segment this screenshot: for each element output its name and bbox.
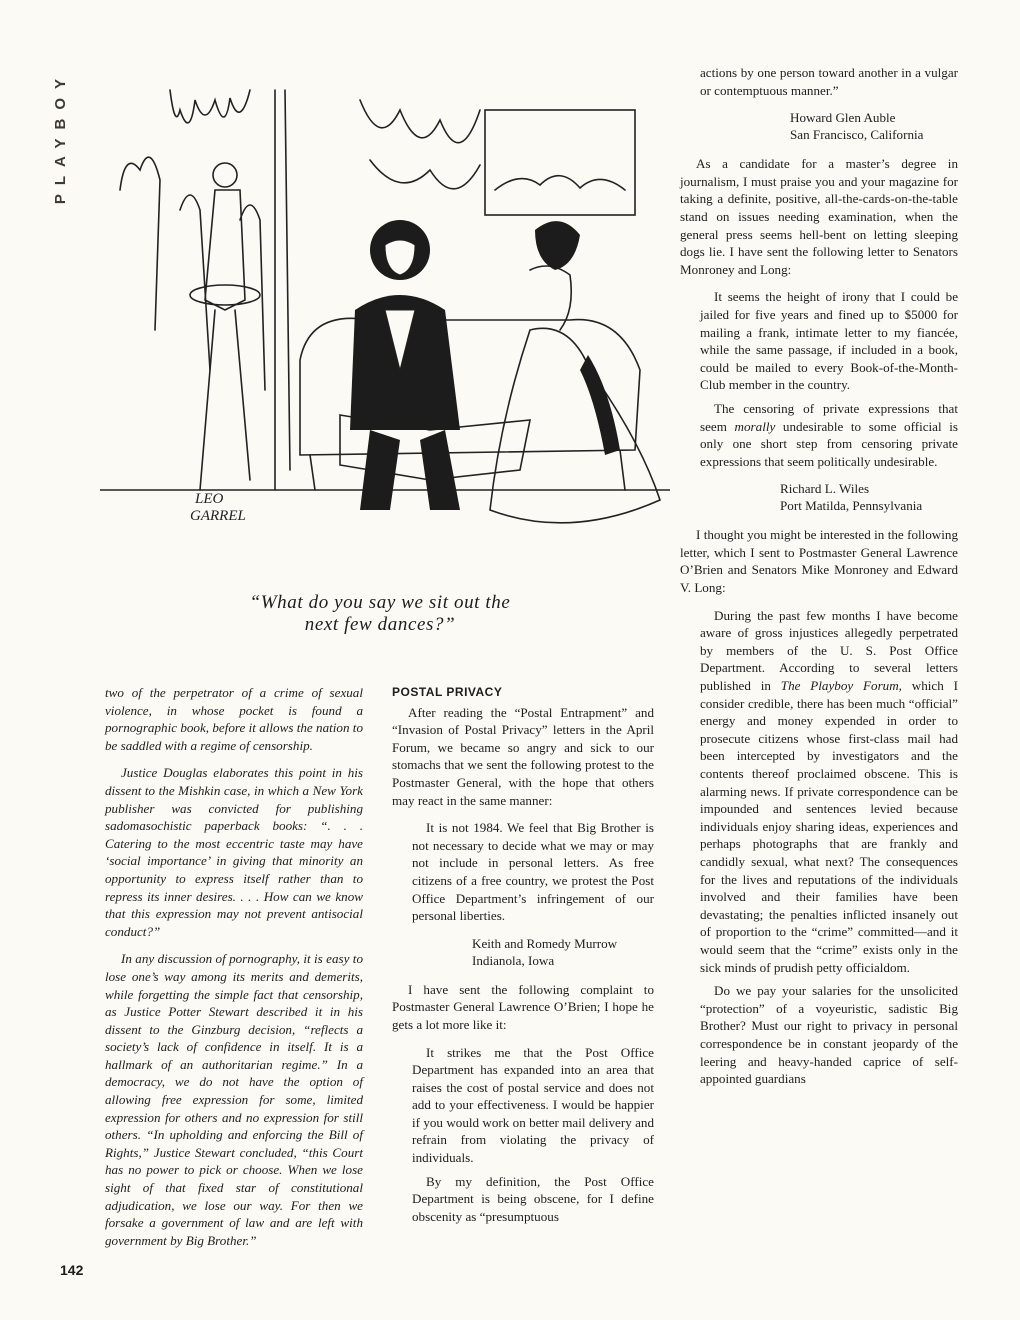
signature-place: San Francisco, California [790, 127, 924, 143]
col3-paragraph-2: I thought you might be interested in the following letter, which I sent to Postmaster General Lawrence O’Brien and Senators Mike Monroney and Edward V. Long: [680, 527, 958, 596]
cartoonist-signature-line2: GARREL [190, 508, 246, 524]
column-2 [392, 684, 654, 1235]
letter-signature [392, 935, 654, 969]
col3-quote-2a [700, 607, 958, 976]
quote-text: which I consider credible, there has been much “official” energy and money expended in order to prosecute citizens whose first-class mail had been intercepted by investigators and the contents thereof proclaimed obscene. This is alarming news. If private correspondence can be impounded and sentences levied because individuals enjoy sharing ideas, experiences and perhaps photographs that are frankly and candidly sexual, what next? The consequences for the lives and reputations of the individuals involved and their families have been devastating; the penalties inflicted insanely out of proportion to the “crime” committed—and it would seem that the “crime” exists only in the sick minds of prudish petty officialdom. [700, 678, 958, 975]
signature-name: Howard Glen Auble [790, 110, 896, 126]
quote-text: During the past few months I have become aware of gross injustices allegedly perpetrated by members of the U. S. Post Office Department. According to several letters published in [700, 607, 958, 694]
col1-paragraph-3: In any discussion of pornography, it is easy to lose one’s way among its merits and demerits, while forgetting the simple fact that censorship, as Justice Potter Stewart described it in his dissent to the Ginzburg decision, “reflects a society’s lack of confidence in itself. It is a hallmark of an authoritarian regime.” In a democracy, we do not have the option of allowing free expression for some, limited expression for others and no expression for still others. “In upholding and enforcing the Bill of Rights,” Justice Stewart concluded, “this Court has no power to pick or choose. When we lose sight of that fixed star of constitutional adjudication, we lose our way. For then we forsake a government of law and are left with government by Big Brother.” [105, 951, 363, 1248]
cartoon-illustration [100, 70, 670, 580]
quoted-letter-continued [680, 64, 958, 99]
col2-quote-2b: By my definition, the Post Office Department is being obscene, for I define obscenity as “presumptuous [412, 1173, 654, 1224]
emphasis-text: morally [734, 418, 776, 434]
quote-text: The censoring of private expressions that seem [700, 400, 958, 434]
quoted-letter-1 [392, 819, 654, 925]
column-3 [680, 64, 958, 1098]
quoted-letter-4 [680, 607, 958, 1088]
signature-place: Port Matilda, Pennsylvania [780, 498, 923, 514]
cartoon-caption [160, 592, 600, 636]
col2-quote-1: It is not 1984. We feel that Big Brother is not necessary to decide what we may or may not include in personal letters. As free citizens of a free country, we protest the Post Office Department’s infringement of our personal liberties. [412, 820, 654, 924]
quoted-letter-3 [680, 288, 958, 470]
letter-signature [680, 109, 958, 143]
col2-quote-2a: It strikes me that the Post Office Department has expanded into an area that raises the cost of postal service and does not add to your effectiveness. I would be happier if you would work on better mail delivery and refrain from violating the privacy of individuals. [412, 1044, 654, 1166]
signature-name: Richard L. Wiles [780, 481, 870, 497]
caption-line-2: next few dances?” [304, 614, 456, 635]
caption-line-1: “What do you say we sit out the [249, 592, 511, 613]
magazine-masthead: PLAYBOY [52, 70, 69, 205]
col3-quote-2b: Do we pay your salaries for the unsolicited “protection” of a voyeuristic, sadistic Big Brother? Must our right to privacy in personal correspondence be in constant jeopardy of the leering and heavy-handed caprice of self-appointed guardians [700, 983, 958, 1087]
page-number: 142 [60, 1262, 84, 1278]
col3-quote-continued: actions by one person toward another in a vulgar or contemptuous manner.” [700, 65, 958, 98]
cartoonist-signature-line1: LEO [195, 491, 224, 507]
col1-paragraph-2: Justice Douglas elaborates this point in his dissent to the Mishkin case, in which a New York publisher was convicted for publishing sadomasochistic paperback books: “. . . Catering to the most eccentric taste may have ‘social importance’ in giving that minority an opportunity to express itself rather than to repress its inner desires. . . . How can we know that this expression may not prevent antisocial conduct?” [105, 765, 363, 939]
col3-paragraph-1: As a candidate for a master’s degree in journalism, I must praise you and your magazine for taking a definite, positive, all-the-cards-on-the-table stand on issues needing examination, when the general press seems hell-bent on letting sleeping dogs lie. I have sent the following letter to Senators Monroney and Long: [680, 156, 958, 277]
section-heading: POSTAL PRIVACY [392, 685, 503, 699]
col2-paragraph-2: I have sent the following complaint to Postmaster General Lawrence O’Brien; I hope he gets a lot more like it: [392, 981, 654, 1032]
signature-name: Keith and Romedy Murrow [472, 935, 618, 951]
publication-title: The Playboy Forum, [780, 678, 902, 694]
column-1 [105, 684, 363, 1259]
col2-paragraph-1: After reading the “Postal Entrapment” and “Invasion of Postal Privacy” letters in the April Forum, we became so angry and sick to our stomachs that we sent the following protest to the Postmaster General, with the hope that others may react in the same manner: [392, 704, 654, 808]
quoted-letter-2 [392, 1044, 654, 1226]
col1-paragraph-1: two of the perpetrator of a crime of sexual violence, in whose pocket is found a pornographic book, before it allows the nation to be saddled with a regime of censorship. [105, 685, 363, 753]
signature-place: Indianola, Iowa [472, 952, 555, 968]
col3-quote-1b [700, 400, 958, 470]
col3-quote-1a: It seems the height of irony that I could be jailed for five years and fined up to $5000 for mailing a frank, intimate letter to my fiancée, while the same passage, if included in a book, could be mailed to every Book-of-the-Month-Club member in the country. [700, 289, 958, 393]
quote-text: undesirable to some official is only one short step from censoring private expressions that seem politically undesirable. [700, 418, 958, 469]
letter-signature [680, 480, 958, 514]
